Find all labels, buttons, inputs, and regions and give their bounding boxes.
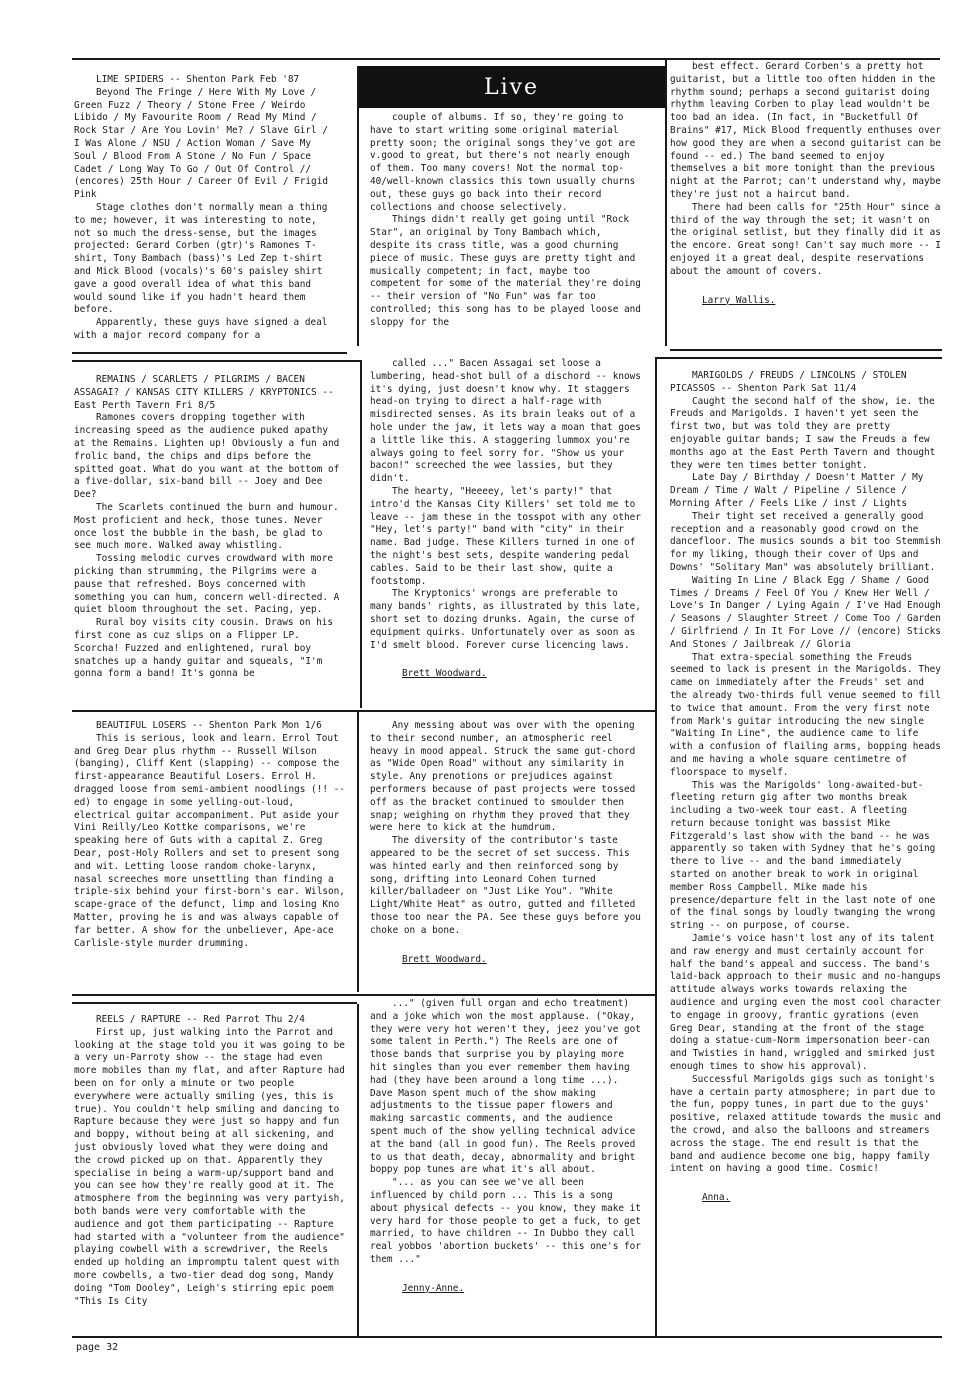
section-rule bbox=[72, 1002, 357, 1004]
body-paragraph: Tossing melodic curves crowdward with more picking than strumming, the Pilgrims were a pause that refreshed. Boys concerned with something you can hum, concern well-directed. A quiet bloom throughout the set. Pacing, yep. bbox=[74, 553, 345, 616]
reviewer-signature: Brett Woodward. bbox=[402, 953, 487, 965]
body-paragraph: The Kryptonics' wrongs are preferable to many bands' rights, as illustrated by this late, short set to dozing drunks. Again, the curse of equipment quirks. Unfortunately over as soon as I'd smelt blood. Forever curse licencing laws. bbox=[370, 588, 647, 651]
body-paragraph: This was the Marigolds' long-awaited-but-fleeting return gig after two months break including a two-week tour east. A fleeting return because tonight was bassist Mike Fitzgerald's last show with the band -- he was apparently so taken with Sydney that he's going there to live -- and the band immediately started on another break to work in original member Ross Campbell. Mike made his presence/departure felt in the last note of one of the final songs by loudly twanging the wrong string -- on purpose, of course. bbox=[670, 779, 941, 932]
body-paragraph: Stage clothes don't normally mean a thing to me; however, it was interesting to note, not so much the dress-sense, but the images projected: Gerard Corben (gtr)'s Ramones T-shirt, Tony Bambach (bass)'s Led Zep t-shirt and Mick Blood (vocals)'s 60's paisley shirt gave a good overall idea of what this band would sound like if you hadn't heard them before. bbox=[74, 201, 334, 316]
column-divider bbox=[665, 58, 667, 346]
body-paragraph: The diversity of the contributor's taste appeared to be the secret of set success. This was hinted early and then reinforced song by song, drifting into Leonard Cohen turned killer/balladeer on "Just Like You". "White Light/White Heat" as outro, gutted and filleted those too near the PA. See these guys before you choke on a bone. bbox=[370, 835, 647, 936]
body-paragraph: There had been calls for "25th Hour" since a third of the way through the set; it wasn't on the original setlist, but they finally did it as the encore. Great song! Can't say much more -- I enjoyed it a great deal, despite reservations about the amount of covers. bbox=[670, 201, 947, 277]
review-reels-col2 bbox=[370, 998, 647, 1334]
body-paragraph: Any messing about was over with the opening to their second number, an atmospheric reel heavy in mood appeal. Struck the same gut-chord as "Wide Open Road" without any similarity in style. Any prenotions or prejudices against performers because of past projects were tossed off as the bracket continued to smoulder then snap; weighing on rhythm they proved that they were here to kick at the humdrum. bbox=[370, 720, 641, 834]
reviewer-signature: Brett Woodward. bbox=[402, 668, 487, 680]
review-heading: BEAUTIFUL LOSERS -- Shenton Park Mon 1/6 bbox=[96, 720, 322, 731]
body-paragraph: The hearty, "Heeeey, let's party!" that intro'd the Kansas City Killers' set told me to leave -- jam these in the tosspot with any other "Hey, let's party!" band with "city" in their name. Bad judge. These Killers turned in one of the night's best sets, despite wandering pedal cables. Said to be their last show, quite a footstomp. bbox=[370, 485, 647, 587]
body-paragraph: "... as you can see we've all been influenced by child porn ... This is a song about physical defects -- you know, they make it very hard for those people to get a fuck, to get married, to have children -- In Dubbo they call real yobbos 'abortion buckets' -- this one's for them ..." bbox=[370, 1177, 647, 1265]
column-divider bbox=[655, 357, 657, 1337]
reviewer-signature: Anna. bbox=[702, 1192, 731, 1204]
bottom-rule bbox=[72, 1336, 942, 1338]
top-rule bbox=[72, 58, 940, 60]
body-paragraph: This is serious, look and learn. Errol Tout and Greg Dear plus rhythm -- Russell Wilson (banging), Cliff Kent (slapping) -- compose the first-appearance Beautiful Losers. Errol H. dragged loose from semi-ambient noodlings (!! -- ed) to engage in some yelling-out-loud, electrical guitar accompaniment. Put aside your Vini Reilly/Leo Kottke comparisons, we're speaking here of Guts with a capital Z. Greg Dear, post-Holy Rollers and set to present song and wit. Letting loose random choke-larynx, nasal screeches more unsettling than finding a triple-six behind your first-born's ear. Wilson, scape-grace of the defunct, limp and losing Kno Matter, proving he is and was always capable of far better. A show for the unbeliever, Ape-ace Carlisle-style murder drumming. bbox=[74, 732, 351, 949]
review-reels-col1 bbox=[74, 1014, 351, 1336]
body-paragraph: couple of albums. If so, they're going to have to start writing some original material pretty soon; the original songs they've got are v.good to great, but there's not nearly enough of them. Too many covers! Not the normal top-40/well-known classics this town usually churns out, these guys go back into their record collections and choose selectively. bbox=[370, 112, 641, 213]
body-paragraph: Their tight set received a generally good reception and a reasonably good crowd on the dancefloor. The musics sounds a bit too Stemmish for my liking, though their cover of Ups and Downs' "Solitary Man" was absolutely brilliant. bbox=[670, 510, 947, 573]
section-rule bbox=[670, 349, 942, 351]
section-rule bbox=[72, 360, 362, 362]
body-paragraph: Apparently, these guys have signed a deal with a major record company for a bbox=[74, 317, 334, 341]
body-paragraph: Jamie's voice hasn't lost any of its talent and raw energy and must certainly account for half the band's appeal and success. The band's laid-back approach to their music and no-hangups attitude always works towards relaxing the audience and urging even the most cool character to engage in groovy, frantic gyrations (even Greg Dear, standing at the front of the stage doing a statue-cum-Norm impersonation beer-can and Twisties in hand, wriggled and smirked just enough times to show his approval). bbox=[670, 933, 947, 1073]
setlist-paragraph: Waiting In Line / Black Egg / Shame / Good Times / Dreams / Feel Of You / Knew Her Well / Love's In Danger / Lying Again / I've Had Enough / Seasons / Slaughter Street / Come Too / Garden / Girlfriend / In It For Love // (encore) Sticks And Stones / Jailbreak // Gloria bbox=[670, 574, 947, 650]
reviewer-signature: Jenny-Anne. bbox=[402, 1282, 465, 1294]
section-rule bbox=[655, 357, 942, 359]
column-divider bbox=[357, 66, 359, 346]
section-rule bbox=[72, 994, 655, 996]
reviewer-signature: Larry Wallis. bbox=[702, 294, 776, 306]
section-rule bbox=[72, 710, 655, 712]
body-paragraph: called ..." Bacen Assagai set loose a lumbering, head-shot bull of a dischord -- knows it's dying, just doesn't know why. It staggers head-on trying to direct a half-rage with misdirected senses. As its brain leaks out of a hole under the jaw, it lets way a moan that goes a little like this. A staggering lummox you're always going to feel sorry for. "Show us your bacon!" screeched the wee lassies, but they didn't. bbox=[370, 358, 647, 485]
column-divider bbox=[357, 1004, 359, 1336]
review-heading: REMAINS / SCARLETS / PILGRIMS / BACEN ASSAGAI? / KANSAS CITY KILLERS / KRYPTONICS -- East Perth Tavern Fri 8/5 bbox=[74, 374, 340, 411]
section-rule bbox=[72, 352, 347, 354]
body-paragraph: That extra-special something the Freuds seemed to lack is present in the Marigolds. They came on immediately after the Freuds' set and the already two-thirds full venue seemed to fill to twice that amount. From the very first note from Mark's guitar introducing the new single "Waiting In Line", the audience came to life with a confusion of flailing arms, bopping heads and me having a whole square centimetre of floorspace to myself. bbox=[670, 651, 947, 778]
review-lime-spiders-col1 bbox=[74, 74, 336, 346]
body-paragraph: best effect. Gerard Corben's a pretty hot guitarist, but a little too often hidden in the rhythm sound; perhaps a second guitarist doing rhythm leaving Corben to play lead wouldn't be too bad an idea. (In fact, in "Bucketfull Of Brains" #17, Mick Blood frequently enthuses over how good they are when a second guitarist can be found -- ed.) The band seemed to enjoy themselves a bit more tonight than the previous night at the Parrot; can't understand why, maybe they're just not a haircut band. bbox=[670, 61, 947, 200]
review-heading: REELS / RAPTURE -- Red Parrot Thu 2/4 bbox=[96, 1014, 305, 1025]
setlist-paragraph: Late Day / Birthday / Doesn't Matter / My Dream / Time / Walt / Pipeline / Silence / Morning After / Feels Like / inst / Lights bbox=[670, 472, 930, 509]
review-lime-spiders-col2 bbox=[370, 112, 647, 346]
body-paragraph: The Scarlets continued the burn and humour. Most proficient and heck, those tunes. Never once lost the bubble in the bash, be glad to see much more. Walked away whistling. bbox=[74, 501, 345, 552]
review-beautiful-losers-col2 bbox=[370, 720, 647, 992]
column-divider bbox=[357, 712, 359, 992]
body-paragraph: Things didn't really get going until "Rock Star", an original by Tony Bambach which, despite its crass title, was a good churning piece of music. These guys are pretty tight and musically competent; in fact, maybe too competent for some of the material they're doing -- their version of "No Fun" was far too controlled; this song has to be played loose and sloppy for the bbox=[370, 214, 647, 328]
page-number: page 32 bbox=[76, 1342, 119, 1353]
review-lime-spiders-col3 bbox=[670, 61, 947, 346]
body-paragraph: Rural boy visits city cousin. Draws on his first cone as cuz slips on a Flipper LP. Scorcha! Fuzzed and enlightened, rural boy snatches up a handy guitar and squeals, "I'm gonna form a band! It's gonna be bbox=[74, 617, 339, 680]
review-remains-col2 bbox=[370, 358, 647, 704]
review-remains-col1 bbox=[74, 374, 344, 706]
review-marigolds-col bbox=[670, 370, 947, 1330]
body-paragraph: Ramones covers dropping together with increasing speed as the audience puked apathy at the Remains. Lighten up! Obviously a fun and frolic band, the chips and dips before the spitted goat. What do you want at the bottom of a five-dollar, six-band bill -- Joey and Dee Dee? bbox=[74, 412, 345, 501]
body-paragraph: ..." (given full organ and echo treatment) and a joke which won the most applause. ("Okay, they were very hot weren't they, jeez you've got some talent in Perth.") The Reels are one of those bands that surprise you by playing more hit singles than you ever remember them having had (they have been around a long time ...). Dave Mason spent much of the show making adjustments to the tissue paper flowers and making sarcastic comments, and the audience spent much of the show yelling technical advice at the band (all in good fun). The Reels proved to us that death, decay, abnormality and bright boppy pop tunes are what it's all about. bbox=[370, 998, 647, 1176]
body-paragraph: Successful Marigolds gigs such as tonight's have a certain party atmosphere; in part due to the fun, poppy tunes, in part due to the guys' positive, relaxed attitude towards the music and the crowd, and also the balloons and streamers across the stage. The end result is that the band and audience become one big, happy family intent on having a good time. Cosmic! bbox=[670, 1073, 947, 1175]
body-paragraph: Caught the second half of the show, ie. the Freuds and Marigolds. I haven't yet seen the first two, but was told they are pretty enjoyable guitar bands; I saw the Freuds a few months ago at the East Perth Tavern and thought they were ten times better tonight. bbox=[670, 395, 941, 471]
column-divider bbox=[360, 360, 362, 708]
body-paragraph: First up, just walking into the Parrot and looking at the stage told you it was going to be a very un-Parroty show -- the stage had even more mobiles than my flat, and after Rapture had been on for only a minute or two people everywhere were actually smiling (yes, this is true). You couldn't help smiling and dancing to Rapture because they were just so happy and fun and boppy, without being at all sickening, and just obviously loved what they were doing and the crowd picked up on that. Apparently they specialise in being a warm-up/support band and you can see how they're really good at it. The atmosphere from the beginning was very partyish, both bands were very comfortable with the audience and got them participating -- Rapture had started with a "volunteer from the audience" playing cowbell with a screwdriver, the Reels ended up holding an impromptu talent quest with more cowbells, a two-tier dead dog song, Mandy doing "Tom Dooley", Leigh's stirring epic poem "This Is City bbox=[74, 1026, 351, 1307]
setlist-paragraph: Beyond The Fringe / Here With My Love / Green Fuzz / Theory / Stone Free / Weirdo Libido / My Favourite Room / Read My Mind / Rock Star / Are You Lovin' Me? / Slave Girl / I Was Alone / NSU / Action Woman / Save My Soul / Blood From A Stone / No Fun / Space Cadet / Long Way To Go / Out Of Control // (encores) 25th Hour / Career Of Evil / Frigid Pink bbox=[74, 86, 334, 201]
section-banner: Live bbox=[358, 66, 665, 108]
review-heading: LIME SPIDERS -- Shenton Park Feb '87 bbox=[96, 74, 300, 85]
review-heading: MARIGOLDS / FREUDS / LINCOLNS / STOLEN PICASSOS -- Shenton Park Sat 11/4 bbox=[670, 370, 913, 394]
review-beautiful-losers-col1 bbox=[74, 720, 351, 992]
